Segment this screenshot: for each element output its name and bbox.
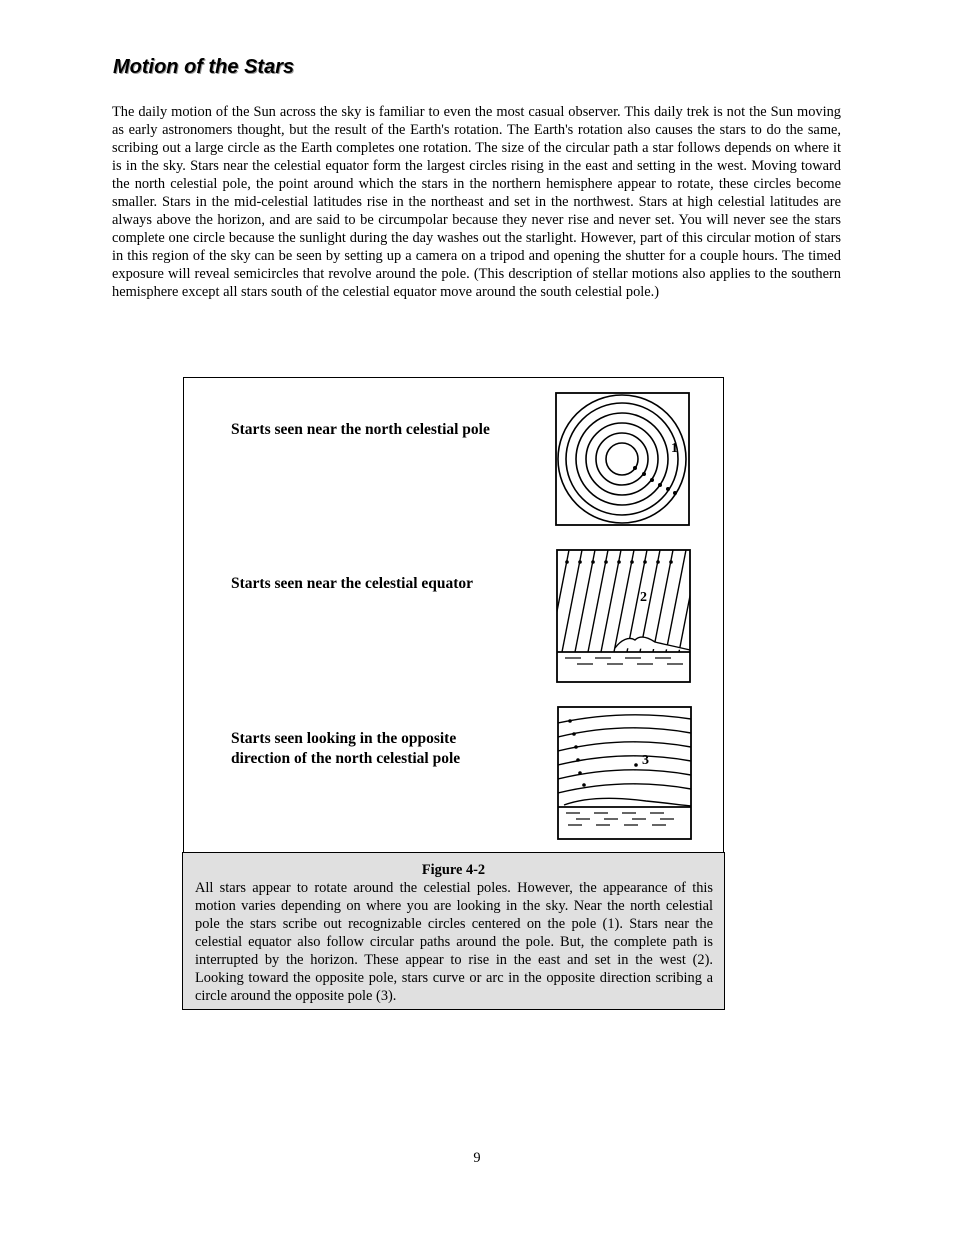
figure-caption-title: Figure 4-2 (421, 862, 486, 878)
panel-1-number: 1 (671, 441, 678, 456)
figure-caption-text: All stars appear to rotate around the celestial poles. However, the appearance of this motion varies depending on where you are looking in the sky. Near the north celestial pole the stars scribe out recognizable circles centered on the pole (1). Stars near the celestial equator also follow circular paths around the pole. But, the complete path is interrupted by the horizon. These appear to rise in the east and set in the west (2). Looking toward the opposite pole, stars curve or arc in the opposite direction scribing a circle around the opposite pole (3). (195, 880, 713, 1004)
panel-2-label: Starts seen near the celestial equator (231, 575, 474, 592)
panel-3-label: Starts seen looking in the opposite direction of the north celestial pole (231, 730, 461, 767)
page-number: 9 (473, 1150, 481, 1166)
figure-caption-box (182, 852, 725, 1010)
equator-trails-diagram (555, 548, 693, 684)
body-paragraph: The daily motion of the Sun across the sky is familiar to even the most casual observer. This daily trek is not the Sun moving as early astronomers thought, but the result of the Earth's rotation. The Earth's rotation also causes the stars to do the same, scribing out a large circle as the Earth completes one rotation. The size of the circular path a star follows depends on where it is in the sky. Stars near the celestial equator form the largest circles rising in the east and setting in the west. Moving toward the north celestial pole, the point around which the stars in the northern hemisphere appear to rotate, these circles become smaller. Stars in the mid-celestial latitudes rise in the northeast and set in the northwest. Stars at high celestial latitudes are always above the horizon, and are said to be circumpolar because they never rise and never set. You will never see the stars complete one circle because the sunlight during the day washes out the starlight. However, part of this circular motion of stars in this region of the sky can be seen by setting up a camera on a tripod and opening the shutter for a couple hours. The timed exposure will reveal semicircles that revolve around the pole. (This description of stellar motions also applies to the southern hemisphere except all stars south of the celestial equator move around the south celestial pole.) (112, 104, 841, 300)
panel-3-number: 3 (642, 753, 649, 768)
page-title: Motion of the Stars (113, 56, 295, 78)
panel-1-label: Starts seen near the north celestial pole (231, 421, 490, 438)
opposite-pole-trails-diagram (556, 705, 694, 841)
panel-2-number: 2 (640, 590, 647, 605)
circumpolar-trails-diagram (554, 392, 692, 528)
